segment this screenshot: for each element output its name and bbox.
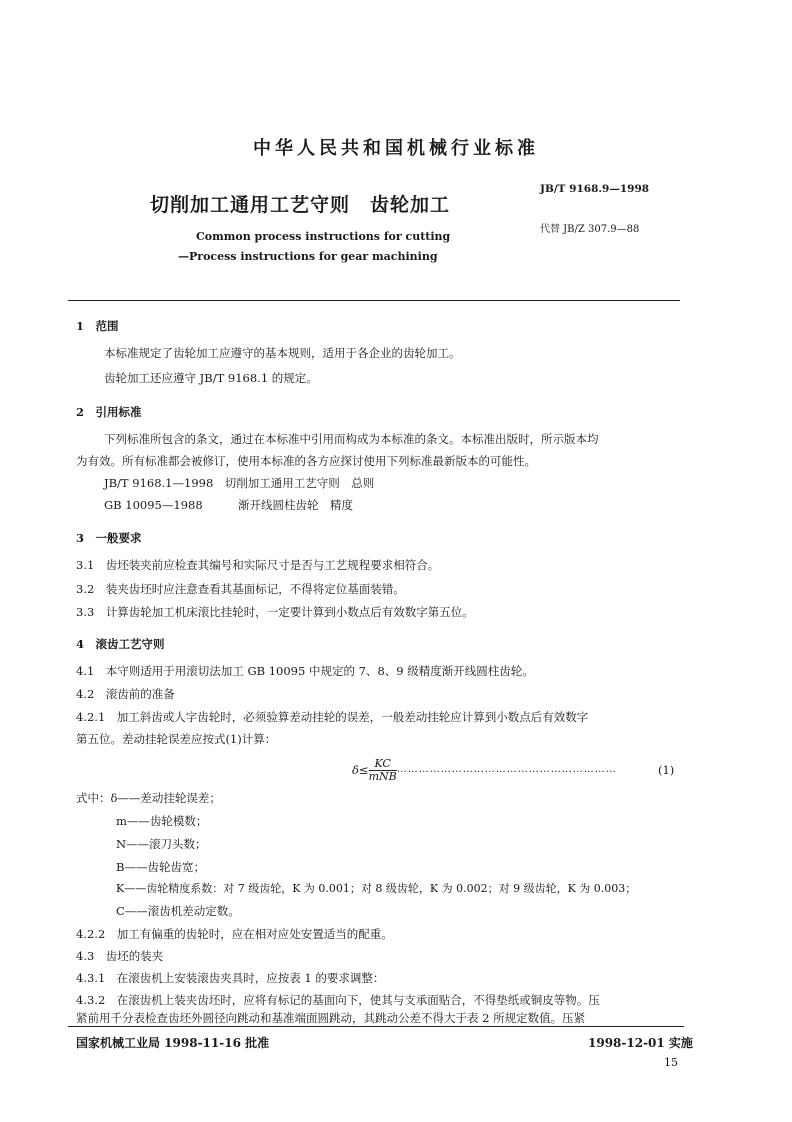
section-2-para-line-1: 下列标准所包含的条文，通过在本标准中引用而构成为本标准的条文。本标准出版时，所示版本均 [104,432,599,446]
section-1-para-2: 齿轮加工还应遵守 JB/T 9168.1 的规定。 [104,371,318,385]
section-3-heading: 3 一般要求 [76,531,142,545]
clause-3-1: 3.1 齿坯装夹前应检查其编号和实际尺寸是否与工艺规程要求相符合。 [76,558,440,572]
clause-3-3: 3.3 计算齿轮加工机床滚比挂轮时，一定要计算到小数点后有效数字第五位。 [76,605,474,619]
section-1-heading: 1 范围 [76,319,119,333]
clause-4-3-2-line-2: 紧前用千分表检查齿坯外圆径向跳动和基准端面圆跳动，其跳动公差不得大于表 2 所规定数值。压紧 [76,1011,586,1025]
standard-title-en-line1: Common process instructions for cutting [196,230,451,243]
issuing-organization: 中华人民共和国机械行业标准 [253,138,539,159]
formula-1 [352,756,617,784]
header-divider [68,300,680,301]
effective-date: 1998-12-01 实施 [588,1036,693,1050]
clause-4-2-2: 4.2.2 加工有偏重的齿轮时，应在相对应处安置适当的配重。 [76,927,393,941]
reference-gb-10095-title: 渐开线圆柱齿轮 精度 [238,498,353,512]
where-delta: 式中：δ——差动挂轮误差； [76,791,221,805]
formula-number: (1) [658,763,675,777]
section-1-para-1: 本标准规定了齿轮加工应遵守的基本规则，适用于各企业的齿轮加工。 [104,346,461,360]
formula-lhs: δ≤ [352,763,369,777]
standard-title-en-line2: —Process instructions for gear machining [178,250,438,263]
formula-fraction [369,758,397,783]
clause-4-2: 4.2 滚齿前的准备 [76,687,175,701]
reference-gb-10095-number: GB 10095—1988 [104,498,203,512]
section-2-para-line-2: 为有效。所有标准都会被修订，使用本标准的各方应探讨使用下列标准最新版本的可能性。 [76,454,536,468]
replaces-standard: 代替 JB/Z 307.9—88 [540,224,640,235]
standard-title-cn: 切削加工通用工艺守则 齿轮加工 [150,194,451,216]
clause-4-2-1-line-2: 第五位。差动挂轮误差应按式(1)计算： [76,732,277,746]
where-k: K——齿轮精度系数：对 7 级齿轮，K 为 0.001；对 8 级齿轮，K 为 0.002；对 9 级齿轮，K 为 0.003； [116,882,637,895]
clause-4-2-1-line-1: 4.2.1 加工斜齿或人字齿轮时，必须验算差动挂轮的误差，一般差动挂轮应计算到小数点后有效数字 [76,710,589,724]
clause-4-1: 4.1 本守则适用于用滚切法加工 GB 10095 中规定的 7、8、9 级精度渐开线圆柱齿轮。 [76,664,534,678]
footer-divider [68,1026,684,1027]
formula-numerator: KC [369,758,397,771]
section-2-heading: 2 引用标准 [76,405,142,419]
formula-leader-dots: …………………………………………………… [396,764,617,775]
where-n: N——滚刀头数； [116,837,207,851]
where-m: m——齿轮模数； [116,814,208,828]
clause-4-3: 4.3 齿坯的装夹 [76,949,164,963]
page-number: 15 [664,1056,678,1069]
where-b: B——齿轮齿宽； [116,860,205,874]
reference-jbt-9168-1: JB/T 9168.1—1998 切削加工通用工艺守则 总则 [104,476,375,490]
clause-4-3-2-line-1: 4.3.2 在滚齿机上装夹齿坯时，应将有标记的基面向下，使其与支承面贴合，不得垫纸或铜皮等物。压 [76,993,600,1007]
clause-3-2: 3.2 装夹齿坯时应注意查看其基面标记，不得将定位基面装错。 [76,582,405,596]
where-c: C——滚齿机差动定数。 [116,904,240,918]
clause-4-3-1: 4.3.1 在滚齿机上安装滚齿夹具时，应按表 1 的要求调整： [76,971,385,985]
approval-note: 国家机械工业局 1998-11-16 批准 [76,1036,270,1050]
section-4-heading: 4 滚齿工艺守则 [76,637,165,651]
formula-denominator: mNB [368,769,397,783]
standard-number: JB/T 9168.9—1998 [540,183,650,195]
